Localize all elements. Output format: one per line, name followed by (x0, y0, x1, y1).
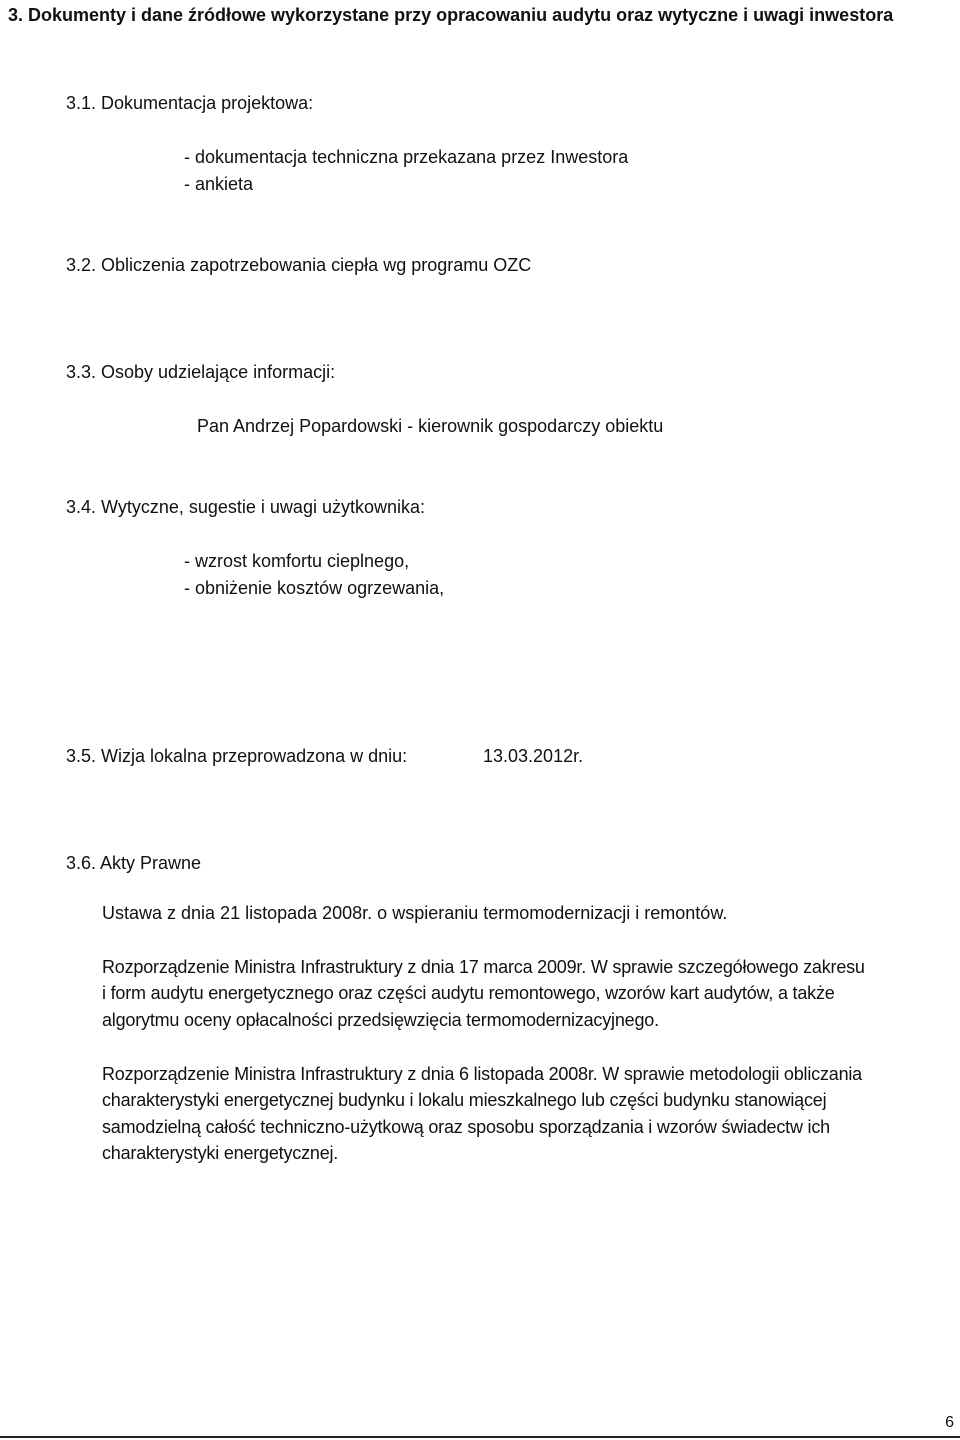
section-3-3-title: 3.3. Osoby udzielające informacji: (66, 362, 336, 382)
legal-act-3-line: samodzielną całość techniczno-użytkową oraz sposobu sporządzania i wzorów świadectw ich (102, 1117, 830, 1137)
list-item: - obniżenie kosztów ogrzewania, (184, 578, 445, 598)
section-3-5-title: 3.5. Wizja lokalna przeprowadzona w dniu: (66, 746, 408, 766)
legal-act-2-line: algorytmu oceny opłacalności przedsięwzięcia termomodernizacyjnego. (102, 1010, 659, 1030)
page-number: 6 (945, 1414, 954, 1431)
section-3-4-title: 3.4. Wytyczne, sugestie i uwagi użytkownika: (66, 497, 425, 517)
legal-act-3-line: charakterystyki energetycznej. (102, 1143, 339, 1163)
legal-act-3-line: charakterystyki energetycznej budynku i lokalu mieszkalnego lub części budynku stanowiącej (102, 1090, 827, 1110)
legal-act-2-line: i form audytu energetycznego oraz części audytu remontowego, wzorów kart audytów, a także (102, 983, 835, 1003)
list-item: - ankieta (184, 174, 254, 194)
legal-act-1: Ustawa z dnia 21 listopada 2008r. o wspieraniu termomodernizacji i remontów. (102, 903, 728, 923)
list-item: - wzrost komfortu cieplnego, (184, 551, 410, 571)
section-3-1-title: 3.1. Dokumentacja projektowa: (66, 93, 314, 113)
contact-person: Pan Andrzej Popardowski - kierownik gospodarczy obiektu (197, 416, 664, 436)
section-heading: 3. Dokumenty i dane źródłowe wykorzystane przy opracowaniu audytu oraz wytyczne i uwagi inwestora (8, 5, 894, 25)
inspection-date: 13.03.2012r. (483, 746, 584, 766)
legal-act-3-line: Rozporządzenie Ministra Infrastruktury z dnia 6 listopada 2008r. W sprawie metodologii obliczania (102, 1064, 862, 1084)
footer-rule (0, 1436, 960, 1438)
legal-act-2-line: Rozporządzenie Ministra Infrastruktury z dnia 17 marca 2009r. W sprawie szczegółowego zakresu (102, 957, 865, 977)
list-item: - dokumentacja techniczna przekazana przez Inwestora (184, 147, 629, 167)
section-3-2-title: 3.2. Obliczenia zapotrzebowania ciepła wg programu OZC (66, 255, 532, 275)
section-3-6-title: 3.6. Akty Prawne (66, 853, 202, 873)
